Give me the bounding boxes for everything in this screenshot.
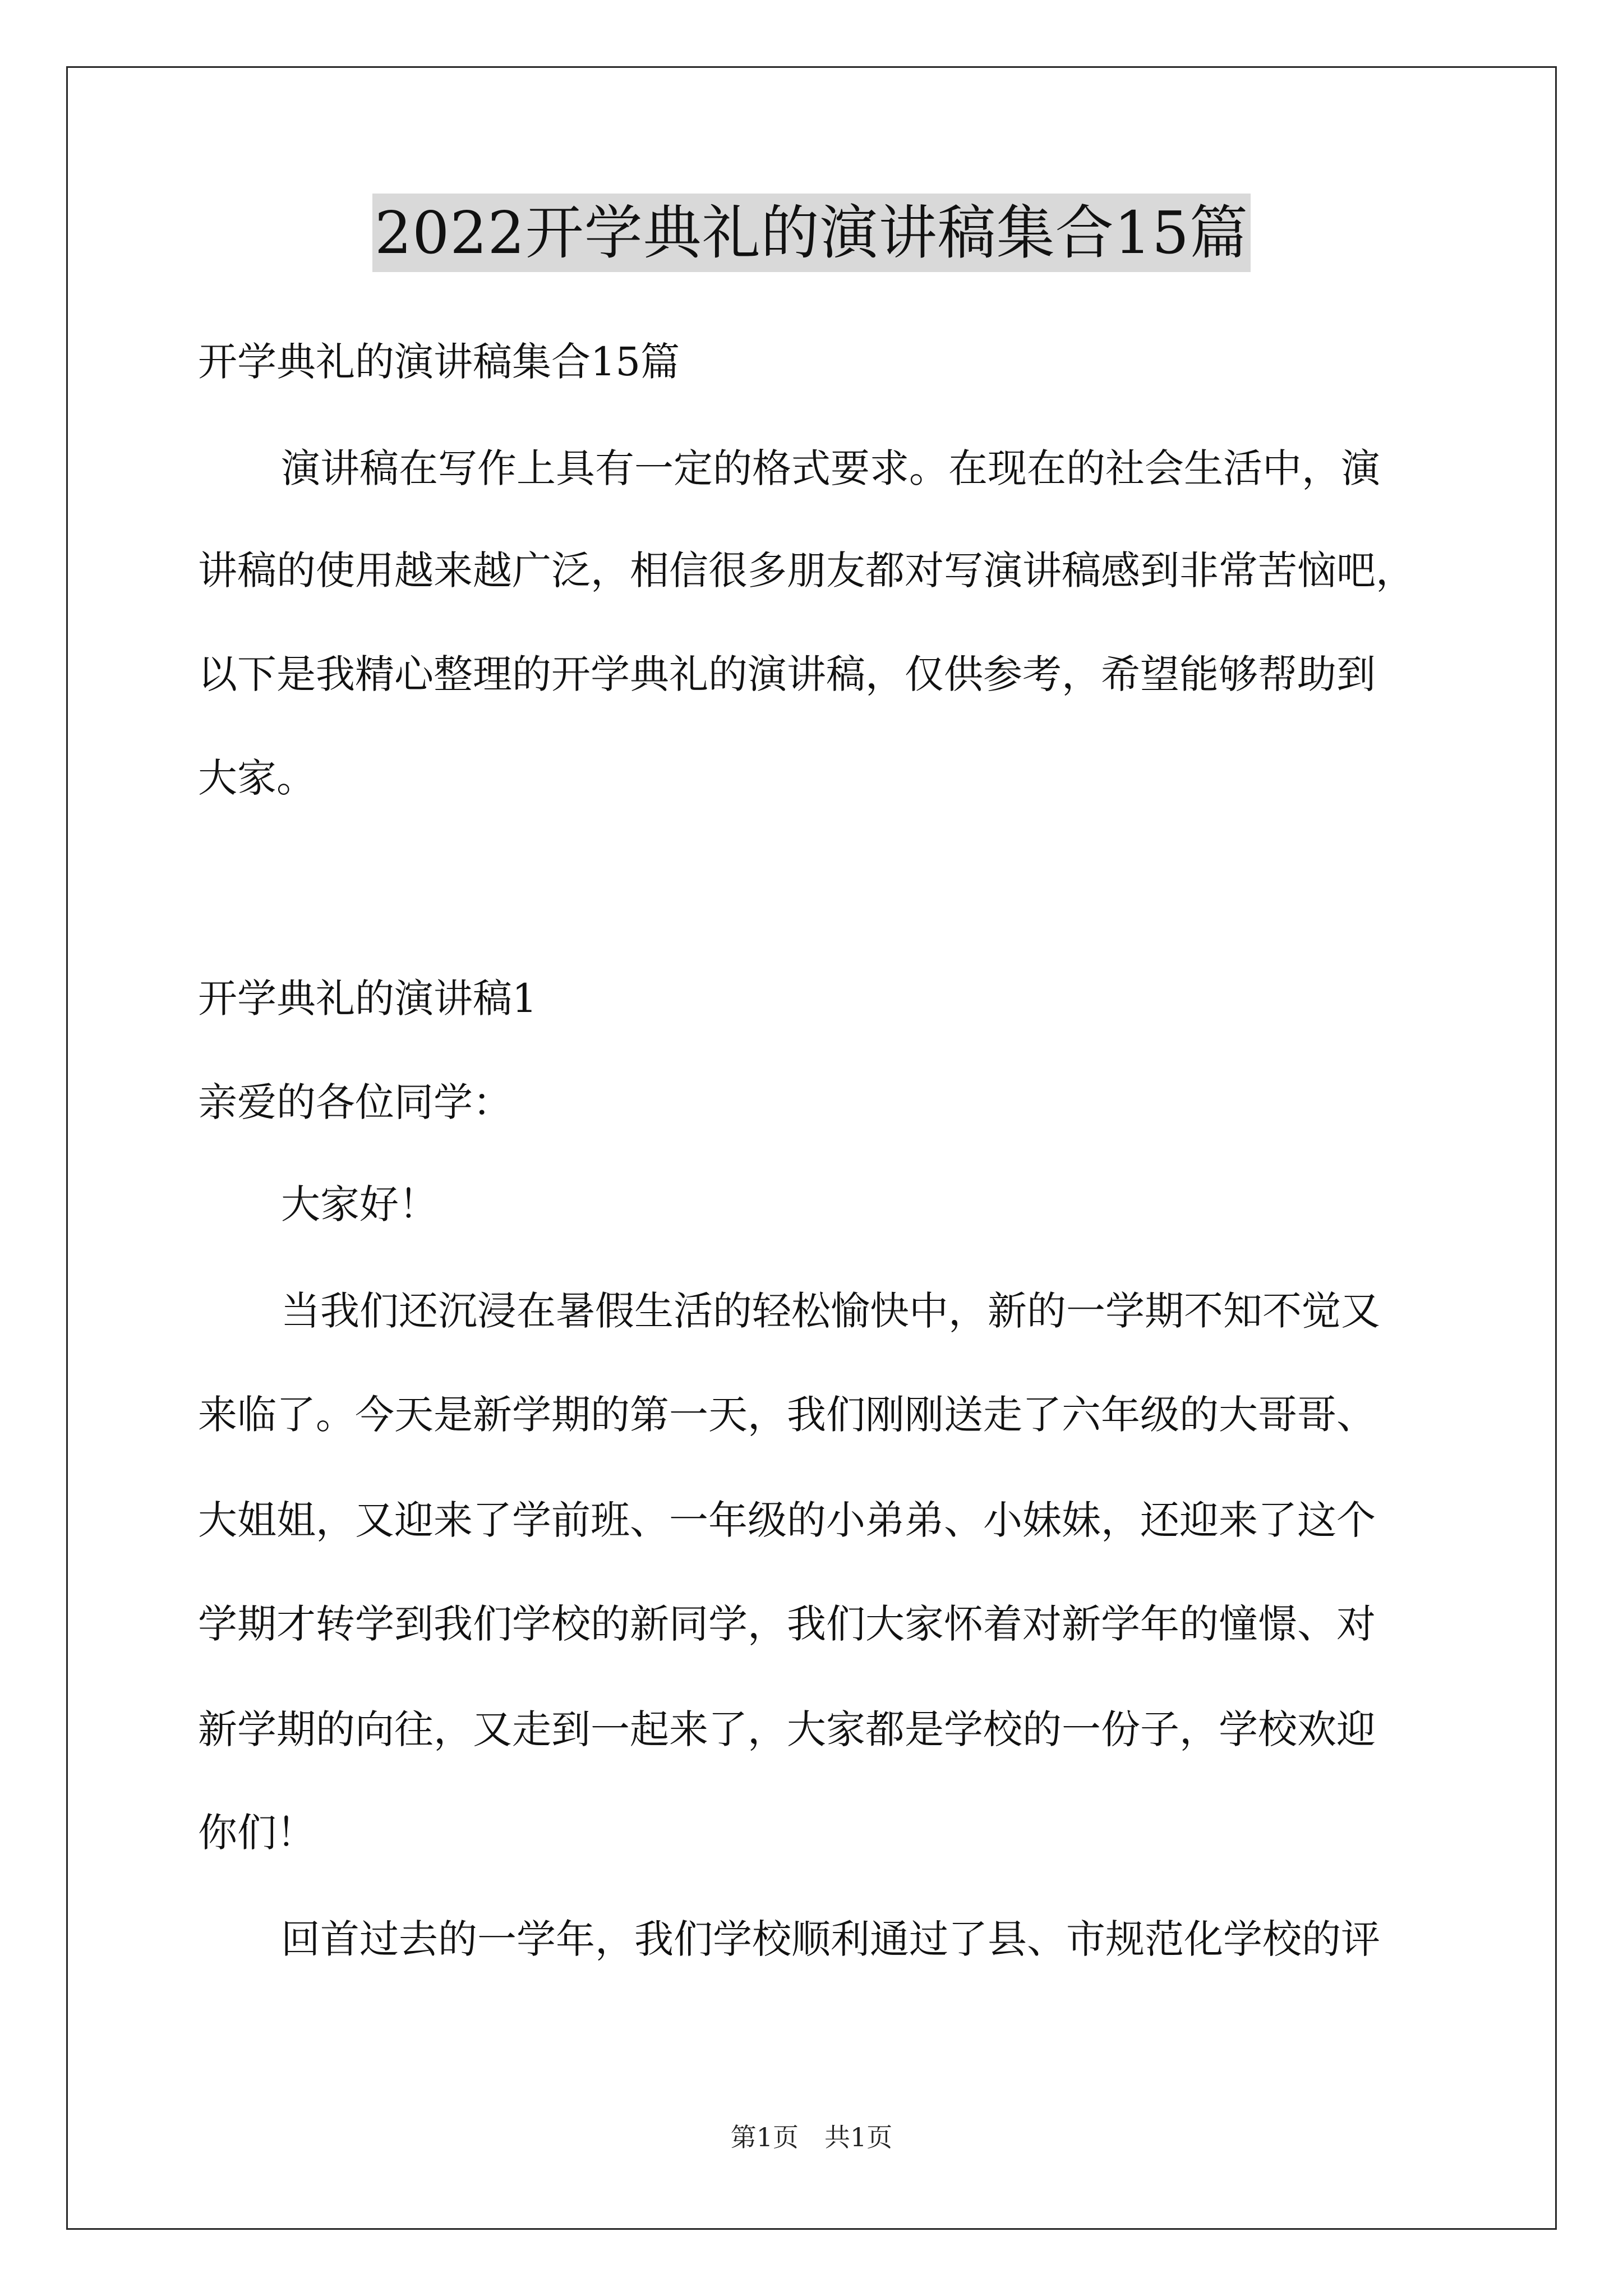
subtitle: 开学典礼的演讲稿集合15篇: [198, 339, 680, 385]
intro-line-3: 以下是我精心整理的开学典礼的演讲稿，仅供参考，希望能够帮助到: [198, 651, 1376, 697]
greeting: 大家好！: [281, 1181, 438, 1227]
body-line-1: 当我们还沉浸在暑假生活的轻松愉快中，新的一学期不知不觉又: [281, 1288, 1380, 1334]
body-line-3: 大姐姐，又迎来了学前班、一年级的小弟弟、小妹妹，还迎来了这个: [198, 1497, 1376, 1543]
body-line-6: 你们！: [198, 1810, 316, 1856]
intro-line-4: 大家。: [198, 755, 316, 801]
body-line-4: 学期才转学到我们学校的新同学，我们大家怀着对新学年的憧憬、对: [198, 1601, 1376, 1647]
section-heading: 开学典礼的演讲稿1: [198, 976, 537, 1022]
intro-line-1: 演讲稿在写作上具有一定的格式要求。在现在的社会生活中，演: [281, 445, 1380, 491]
page-border: [66, 66, 1557, 2230]
document-title: 2022开学典礼的演讲稿集合15篇: [372, 194, 1251, 272]
salutation: 亲爱的各位同学：: [198, 1079, 512, 1125]
title-container: [0, 194, 1623, 272]
body-line-2: 来临了。今天是新学期的第一天，我们刚刚送走了六年级的大哥哥、: [198, 1392, 1376, 1438]
body-line-7: 回首过去的一学年，我们学校顺利通过了县、市规范化学校的评: [281, 1916, 1380, 1962]
page-footer: 第1页 共1页: [730, 2122, 893, 2152]
intro-line-2: 讲稿的使用越来越广泛，相信很多朋友都对写演讲稿感到非常苦恼吧，: [198, 547, 1415, 593]
body-line-5: 新学期的向往，又走到一起来了，大家都是学校的一份子，学校欢迎: [198, 1706, 1376, 1752]
